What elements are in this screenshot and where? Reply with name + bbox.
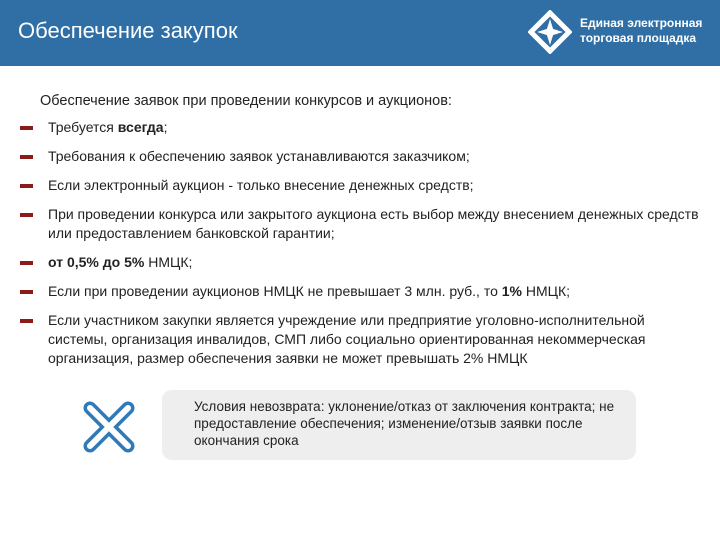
bullet-marker bbox=[20, 155, 33, 159]
bullet-item bbox=[20, 253, 700, 272]
etp-logo-icon bbox=[528, 10, 572, 54]
bullet-marker bbox=[20, 261, 33, 265]
bullet-item bbox=[20, 282, 700, 301]
bullet-marker bbox=[20, 319, 33, 323]
bullet-text: Если участником закупки является учреждение или предприятие уголовно-исполнительной системы, организация инвалидов, СМП либо социально ориентированная некоммерческая организация, размер обеспечения заявки не может превышать 2% НМЦК bbox=[48, 312, 646, 366]
header-bar bbox=[0, 0, 720, 66]
bullet-text: НМЦК; bbox=[521, 283, 571, 299]
bullet-item bbox=[20, 205, 700, 243]
logo-text-line1: Единая электронная bbox=[580, 16, 703, 30]
bullet-item bbox=[20, 147, 700, 166]
bullet-marker bbox=[20, 290, 33, 294]
bullet-marker bbox=[20, 184, 33, 188]
bullet-text: Требуется bbox=[48, 119, 118, 135]
bullet-text: Если электронный аукцион - только внесение денежных средств; bbox=[48, 177, 474, 193]
bullet-bold-text: от 0,5% до 5% bbox=[48, 254, 145, 270]
bullet-marker bbox=[20, 126, 33, 130]
logo-text bbox=[580, 16, 702, 46]
bullet-item bbox=[20, 176, 700, 195]
logo-text-line2: торговая площадка bbox=[580, 31, 697, 45]
page-title: Обеспечение закупок bbox=[18, 18, 238, 43]
bullet-text: Требования к обеспечению заявок устанавливаются заказчиком; bbox=[48, 148, 470, 164]
callout-text: Условия невозврата: уклонение/отказ от заключения контракта; не предоставление обеспечения; изменение/отзыв заявки после окончания срока bbox=[194, 399, 615, 448]
bullet-bold-text: 1% bbox=[501, 283, 522, 299]
bullet-list bbox=[20, 118, 700, 368]
bullet-bold-text: всегда bbox=[117, 119, 164, 135]
bullet-item bbox=[20, 311, 700, 368]
cross-icon bbox=[82, 400, 136, 454]
bullet-text: ; bbox=[163, 119, 168, 135]
bullet-text: Если при проведении аукционов НМЦК не превышает 3 млн. руб., то bbox=[48, 283, 502, 299]
bullet-text: При проведении конкурса или закрытого аукциона есть выбор между внесением денежных средств или предоставлением банковской гарантии; bbox=[48, 206, 699, 241]
bullet-marker bbox=[20, 213, 33, 217]
bullet-text: НМЦК; bbox=[144, 254, 193, 270]
non-return-conditions-callout bbox=[162, 390, 636, 460]
bullet-item bbox=[20, 118, 700, 137]
section-subtitle: Обеспечение заявок при проведении конкурсов и аукционов: bbox=[40, 93, 452, 109]
